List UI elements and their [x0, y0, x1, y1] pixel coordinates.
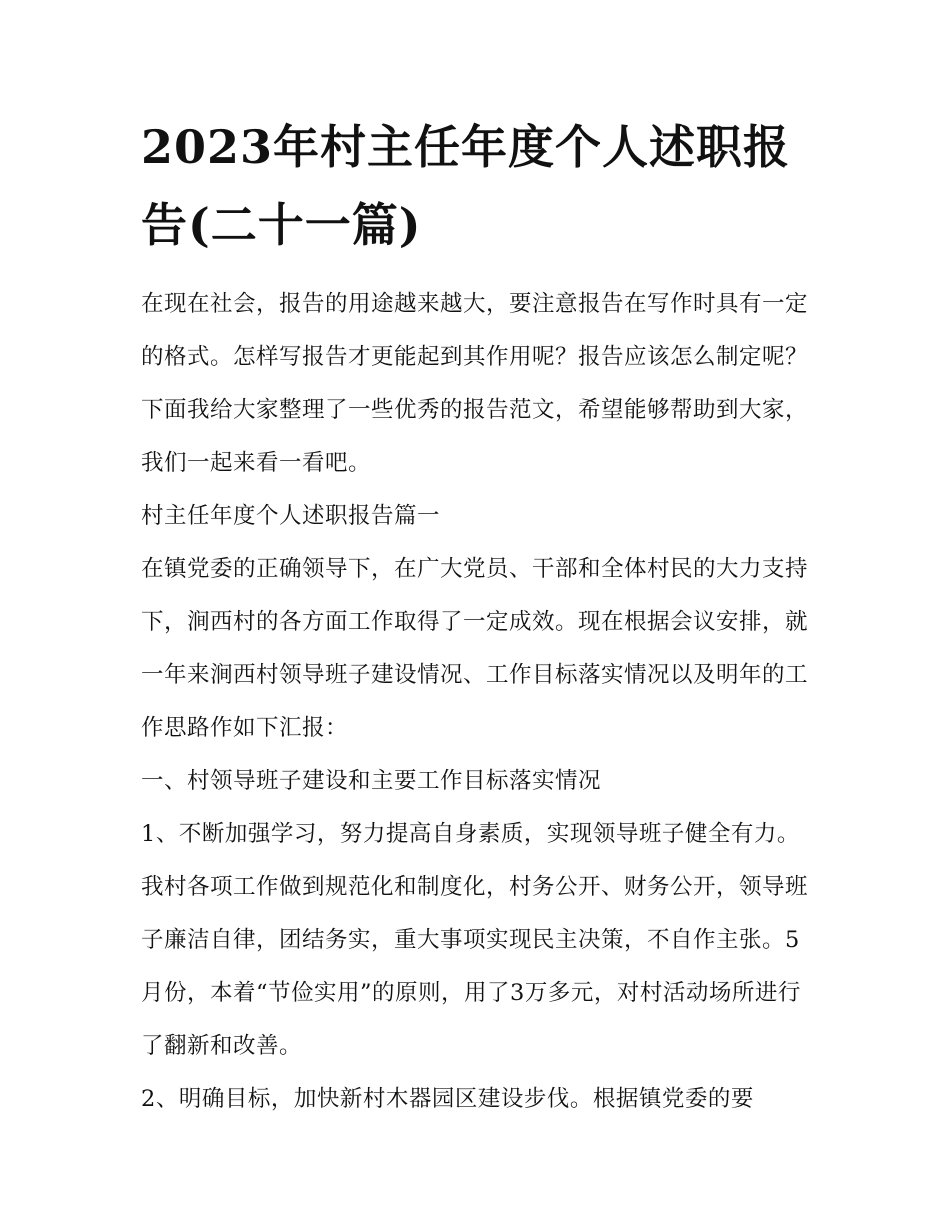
document-title: 2023年村主任年度个人述职报告(二十一篇) [141, 120, 791, 252]
section-heading-part-one: 村主任年度个人述职报告篇一 [141, 503, 441, 529]
intro-paragraph: 在现在社会，报告的用途越来越大，要注意报告在写作时具有一定的格式。怎样写报告才更能起到其作用呢？报告应该怎么制定呢？下面我给大家整理了一些优秀的报告范文，希望能够帮助到大家，我们一起来看一看吧。 [141, 291, 809, 476]
document-body [141, 278, 813, 1126]
subsection-heading: 一、村领导班子建设和主要工作目标落实情况 [141, 768, 602, 794]
body-paragraph: 2、明确目标，加快新村木器园区建设步伐。根据镇党委的要 [141, 1086, 754, 1112]
body-paragraph: 在镇党委的正确领导下，在广大党员、干部和全体村民的大力支持下，涧西村的各方面工作取得了一定成效。现在根据会议安排，就一年来涧西村领导班子建设情况、工作目标落实情况以及明年的工作思路作如下汇报： [141, 556, 809, 741]
document-content [141, 108, 813, 1126]
body-paragraph: 1、不断加强学习，努力提高自身素质，实现领导班子健全有力。我村各项工作做到规范化和制度化，村务公开、财务公开，领导班子廉洁自律，团结务实，重大事项实现民主决策，不自作主张。5月份，本着“节俭实用”的原则，用了3万多元，对村活动场所进行了翻新和改善。 [141, 821, 809, 1059]
